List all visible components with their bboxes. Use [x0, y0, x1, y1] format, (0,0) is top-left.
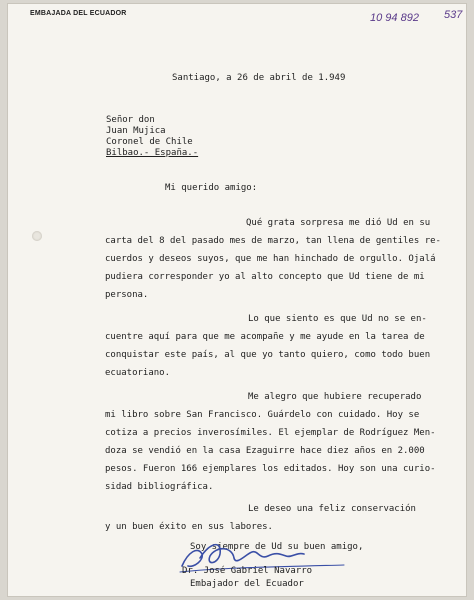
recipient-line-4: Bilbao.- España.- — [106, 148, 199, 158]
recipient-line-1: Señor don — [106, 115, 155, 125]
body-line: Le deseo una feliz conservación — [248, 504, 416, 514]
recipient-line-3: Coronel de Chile — [106, 137, 193, 147]
body-line: y un buen éxito en sus labores. — [105, 522, 273, 532]
body-line: pudiera corresponder yo al alto concepto que Ud tiene de mi — [105, 272, 425, 282]
place-date: Santiago, a 26 de abril de 1.949 — [172, 73, 346, 83]
body-line: cotiza a precios inverosímiles. El ejemplar de Rodríguez Men- — [105, 428, 436, 438]
body-line: sidad bibliográfica. — [105, 482, 214, 492]
signer-name: Dr. José Gabriel Navarro — [182, 566, 313, 576]
body-line: mi libro sobre San Francisco. Guárdelo con cuidado. Hoy se — [105, 410, 420, 420]
body-line: persona. — [105, 290, 149, 300]
punch-hole — [32, 231, 42, 241]
body-line: Me alegro que hubiere recuperado — [248, 392, 422, 402]
letter-page — [8, 4, 466, 596]
body-line: pesos. Fueron 166 ejemplares los editados. Hoy son una curio- — [105, 464, 436, 474]
salutation: Mi querido amigo: — [165, 183, 258, 193]
body-line: conquistar este país, al que yo tanto quiero, como todo buen — [105, 350, 431, 360]
body-line: doza se vendió en la casa Ezaguirre hace diez años en 2.000 — [105, 446, 425, 456]
body-line: cuentre aquí para que me acompañe y me ayude en la tarea de — [105, 332, 425, 342]
archive-number: 10 94 892 — [370, 12, 419, 24]
signer-title: Embajador del Ecuador — [190, 579, 304, 589]
recipient-line-2: Juan Mujica — [106, 126, 166, 136]
body-line: Lo que siento es que Ud no se en- — [248, 314, 427, 324]
body-line: Qué grata sorpresa me dió Ud en su — [246, 218, 431, 228]
body-line: carta del 8 del pasado mes de marzo, tan llena de gentiles re- — [105, 236, 441, 246]
body-line: cuerdos y deseos suyos, que me han hinchado de orgullo. Ojalá — [105, 254, 436, 264]
archive-page-number: 537 — [444, 9, 463, 21]
closing: Soy siempre de Ud su buen amigo, — [190, 542, 364, 552]
letterhead: EMBAJADA DEL ECUADOR — [30, 10, 127, 17]
body-line: ecuatoriano. — [105, 368, 171, 378]
